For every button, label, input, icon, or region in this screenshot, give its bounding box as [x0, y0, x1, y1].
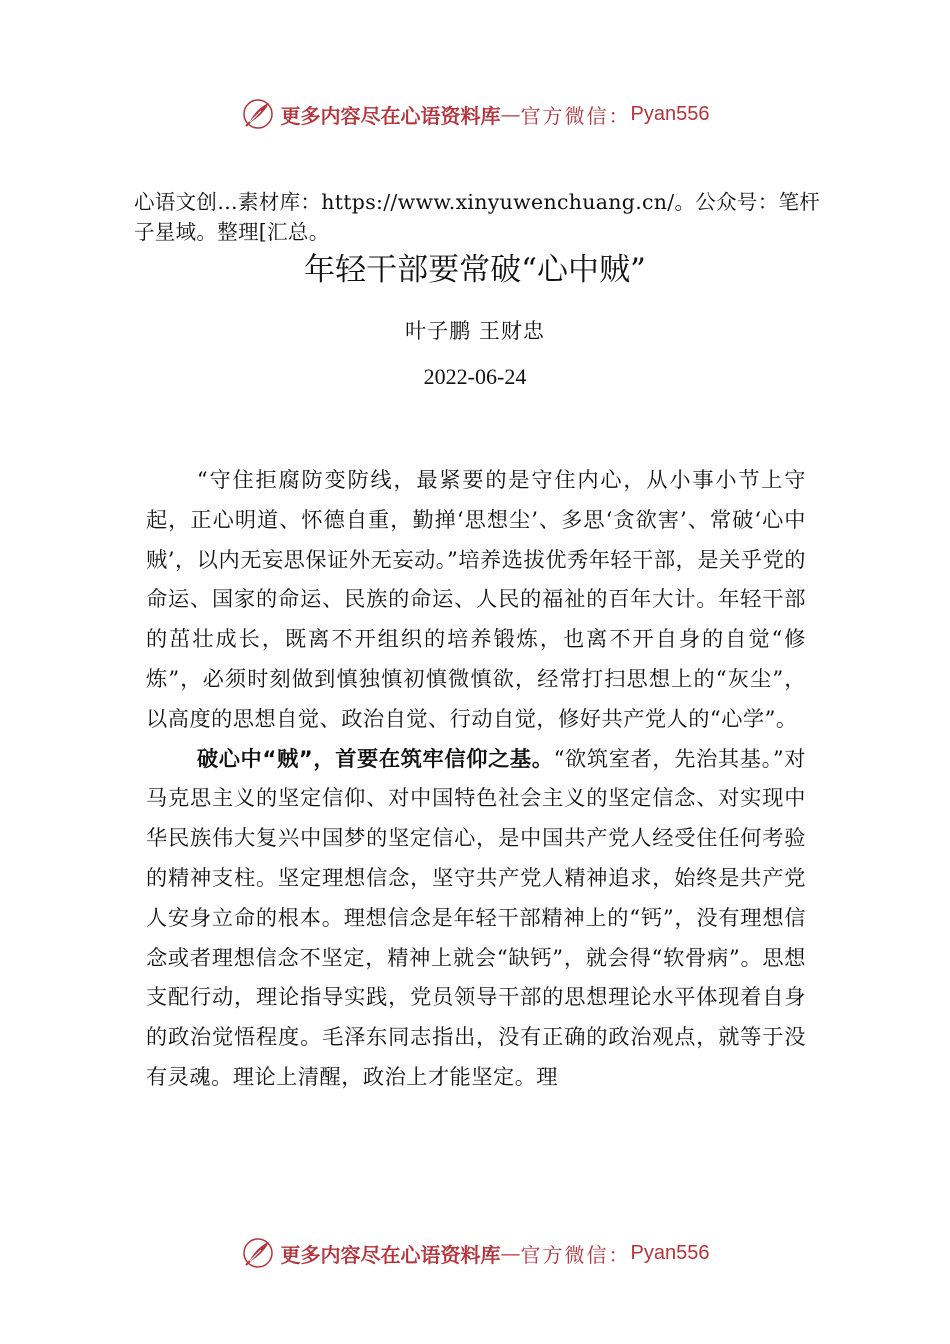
paragraph-2-lead: 破心中“贼”，首要在筑牢信仰之基。 — [196, 745, 554, 771]
paragraph-2 — [146, 739, 806, 1097]
banner-wechat-label: 官方微信： — [520, 103, 631, 128]
banner-wechat-id: Pyan556 — [630, 102, 710, 125]
banner-wechat-label: 官方微信： — [520, 1242, 631, 1267]
banner-separator: — — [500, 102, 521, 126]
banner-brand-text: 更多内容尽在心语资料库 — [280, 103, 501, 128]
feather-pen-icon — [241, 1236, 275, 1270]
source-note: 心语文创…素材库：https://www.xinyuwenchuang.cn/。公众号：笔杆子星域。整理[汇总。 — [134, 190, 821, 244]
footer-banner — [0, 1233, 950, 1273]
feather-pen-icon — [241, 97, 275, 131]
banner-wechat-id: Pyan556 — [630, 1241, 710, 1264]
article-title: 年轻干部要常破“心中贼” — [304, 252, 646, 288]
banner-separator: — — [500, 1241, 521, 1265]
article-body — [146, 460, 806, 1097]
paragraph-2-text: “欲筑室者，先治其基。”对马克思主义的坚定信仰、对中国特色社会主义的坚定信念、对实现中华民族伟大复兴中国梦的坚定信心，是中国共产党人经受住任何考验的精神支柱。坚定理想信念，坚守共产党人精神追求，始终是共产党人安身立命的根本。理想信念是年轻干部精神上的“钙”，没有理想信念或者理想信念不坚定，精神上就会“缺钙”，就会得“软骨病”。思想支配行动，理论指导实践，党员领导干部的思想理论水平体现着自身的政治觉悟程度。毛泽东同志指出，没有正确的政治观点，就等于没有灵魂。理论上清醒，政治上才能坚定。理 — [146, 745, 806, 1089]
header-banner — [0, 94, 950, 134]
article-date: 2022-06-24 — [423, 364, 527, 389]
banner-brand-text: 更多内容尽在心语资料库 — [280, 1242, 501, 1267]
article-authors: 叶子鹏 王财忠 — [405, 319, 545, 343]
paragraph-1: “守住拒腐防变防线，最紧要的是守住内心，从小事小节上守起，正心明道、怀德自重，勤掸‘思想尘’、多思‘贪欲害’、常破‘心中贼’，以内无妄思保证外无妄动。”培养选拔优秀年轻干部，是关乎党的命运、国家的命运、民族的命运、人民的福祉的百年大计。年轻干部的茁壮成长，既离不开组织的培养锻炼，也离不开自身的自觉“修炼”，必须时刻做到慎独慎初慎微慎欲，经常打扫思想上的“灰尘”，以高度的思想自觉、政治自觉、行动自觉，修好共产党人的“心学”。 — [146, 467, 806, 731]
